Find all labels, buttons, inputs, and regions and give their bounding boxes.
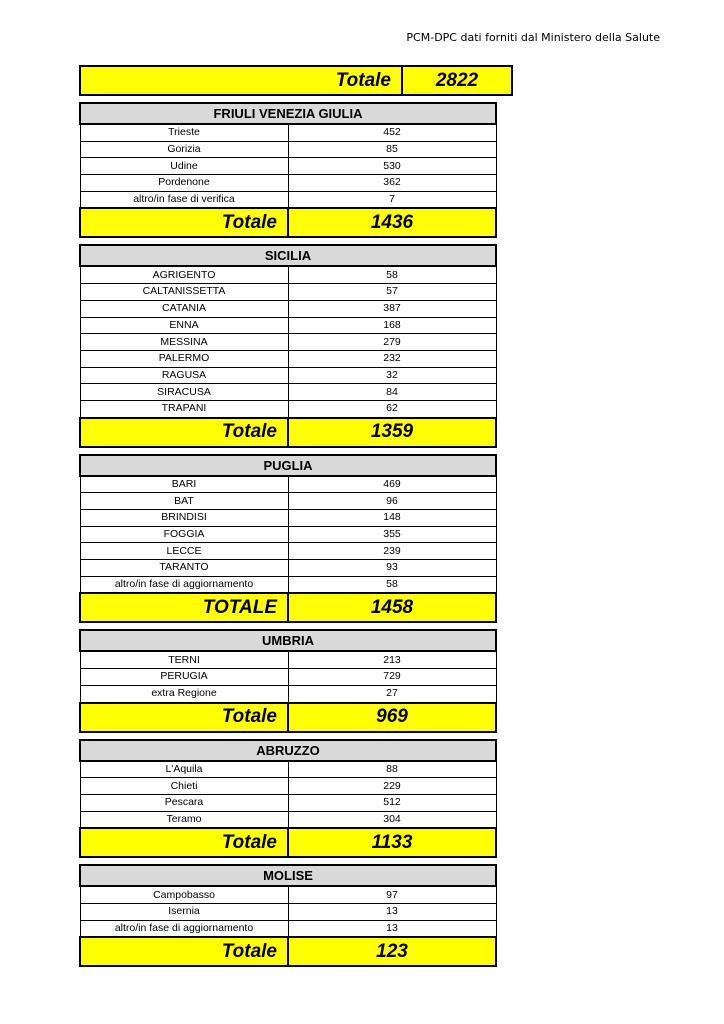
region-table (79, 864, 497, 967)
table-row (80, 158, 496, 175)
total-label: Totale (80, 418, 288, 447)
region-header (80, 865, 496, 886)
province-value: 88 (288, 761, 496, 778)
region-name: UMBRIA (80, 630, 496, 651)
province-label: AGRIGENTO (80, 266, 288, 283)
province-label: Udine (80, 158, 288, 175)
table-row (80, 284, 496, 301)
province-label: BARI (80, 476, 288, 493)
province-label: extra Regione (80, 685, 288, 702)
region-header (80, 740, 496, 761)
province-label: altro/in fase di aggiornamento (80, 576, 288, 593)
table-row (80, 669, 496, 686)
table-row (80, 794, 496, 811)
province-value: 355 (288, 526, 496, 543)
total-value: 1458 (288, 593, 496, 622)
province-label: Teramo (80, 811, 288, 828)
table-row (80, 651, 496, 668)
province-label: Campobasso (80, 886, 288, 903)
table-row (80, 367, 496, 384)
province-label: altro/in fase di verifica (80, 191, 288, 208)
table-row (80, 811, 496, 828)
province-value: 469 (288, 476, 496, 493)
province-label: L'Aquila (80, 761, 288, 778)
table-row (80, 334, 496, 351)
table-row (80, 124, 496, 141)
province-label: Chieti (80, 778, 288, 795)
region-name: FRIULI VENEZIA GIULIA (80, 103, 496, 124)
province-value: 32 (288, 367, 496, 384)
table-row (80, 350, 496, 367)
province-value: 13 (288, 903, 496, 920)
province-value: 27 (288, 685, 496, 702)
table-row (80, 778, 496, 795)
province-label: PERUGIA (80, 669, 288, 686)
table-row (80, 266, 496, 283)
region-name: SICILIA (80, 245, 496, 266)
region-table (79, 739, 497, 859)
total-value: 1436 (288, 208, 496, 237)
table-row (80, 317, 496, 334)
region-header (80, 245, 496, 266)
province-label: Pescara (80, 794, 288, 811)
regional-tables (79, 65, 497, 967)
table-row (80, 141, 496, 158)
province-value: 213 (288, 651, 496, 668)
province-value: 85 (288, 141, 496, 158)
province-label: Pordenone (80, 175, 288, 192)
province-label: Isernia (80, 903, 288, 920)
province-value: 279 (288, 334, 496, 351)
total-value: 1133 (288, 828, 496, 857)
province-label: RAGUSA (80, 367, 288, 384)
province-value: 84 (288, 384, 496, 401)
table-row (80, 761, 496, 778)
top-total-table (79, 65, 513, 96)
province-label: BAT (80, 493, 288, 510)
table-row (80, 400, 496, 417)
table-row (80, 191, 496, 208)
province-value: 232 (288, 350, 496, 367)
table-row (80, 384, 496, 401)
table-row (80, 543, 496, 560)
province-value: 387 (288, 300, 496, 317)
province-label: CATANIA (80, 300, 288, 317)
province-label: Gorizia (80, 141, 288, 158)
total-label: Totale (80, 828, 288, 857)
province-value: 93 (288, 560, 496, 577)
province-label: TARANTO (80, 560, 288, 577)
table-row (80, 560, 496, 577)
table-row (80, 476, 496, 493)
table-row (80, 526, 496, 543)
table-row (80, 903, 496, 920)
province-value: 96 (288, 493, 496, 510)
table-row (80, 493, 496, 510)
table-row (80, 685, 496, 702)
region-table (79, 454, 497, 624)
province-label: LECCE (80, 543, 288, 560)
province-value: 168 (288, 317, 496, 334)
region-header (80, 455, 496, 476)
province-value: 239 (288, 543, 496, 560)
province-value: 97 (288, 886, 496, 903)
total-row (80, 593, 496, 622)
total-value: 1359 (288, 418, 496, 447)
total-label: Totale (80, 208, 288, 237)
region-header (80, 630, 496, 651)
province-value: 7 (288, 191, 496, 208)
province-label: TRAPANI (80, 400, 288, 417)
source-note: PCM-DPC dati forniti dal Ministero della Salute (406, 31, 660, 44)
province-value: 729 (288, 669, 496, 686)
total-label: TOTALE (80, 593, 288, 622)
province-value: 148 (288, 510, 496, 527)
province-value: 58 (288, 266, 496, 283)
region-name: MOLISE (80, 865, 496, 886)
total-row (80, 208, 496, 237)
total-label: Totale (80, 703, 288, 732)
region-table (79, 629, 497, 732)
total-row (80, 937, 496, 966)
province-label: ENNA (80, 317, 288, 334)
province-value: 62 (288, 400, 496, 417)
province-value: 13 (288, 920, 496, 937)
province-label: PALERMO (80, 350, 288, 367)
total-value: 2822 (402, 66, 512, 95)
province-value: 512 (288, 794, 496, 811)
table-row (80, 510, 496, 527)
province-value: 229 (288, 778, 496, 795)
province-label: FOGGIA (80, 526, 288, 543)
province-value: 304 (288, 811, 496, 828)
region-name: PUGLIA (80, 455, 496, 476)
province-label: Trieste (80, 124, 288, 141)
province-value: 362 (288, 175, 496, 192)
province-value: 58 (288, 576, 496, 593)
region-table (79, 244, 497, 447)
total-label: Totale (80, 66, 402, 95)
province-value: 57 (288, 284, 496, 301)
table-row (80, 886, 496, 903)
region-table (79, 102, 497, 238)
total-row (80, 418, 496, 447)
region-header (80, 103, 496, 124)
province-value: 530 (288, 158, 496, 175)
region-name: ABRUZZO (80, 740, 496, 761)
total-value: 123 (288, 937, 496, 966)
total-row (80, 828, 496, 857)
province-label: MESSINA (80, 334, 288, 351)
total-value: 969 (288, 703, 496, 732)
table-row (80, 576, 496, 593)
table-row (80, 175, 496, 192)
total-label: Totale (80, 937, 288, 966)
table-row (80, 300, 496, 317)
table-row (80, 920, 496, 937)
total-row (80, 66, 512, 95)
total-row (80, 703, 496, 732)
province-label: BRINDISI (80, 510, 288, 527)
province-label: SIRACUSA (80, 384, 288, 401)
province-value: 452 (288, 124, 496, 141)
province-label: CALTANISSETTA (80, 284, 288, 301)
province-label: TERNI (80, 651, 288, 668)
province-label: altro/in fase di aggiornamento (80, 920, 288, 937)
